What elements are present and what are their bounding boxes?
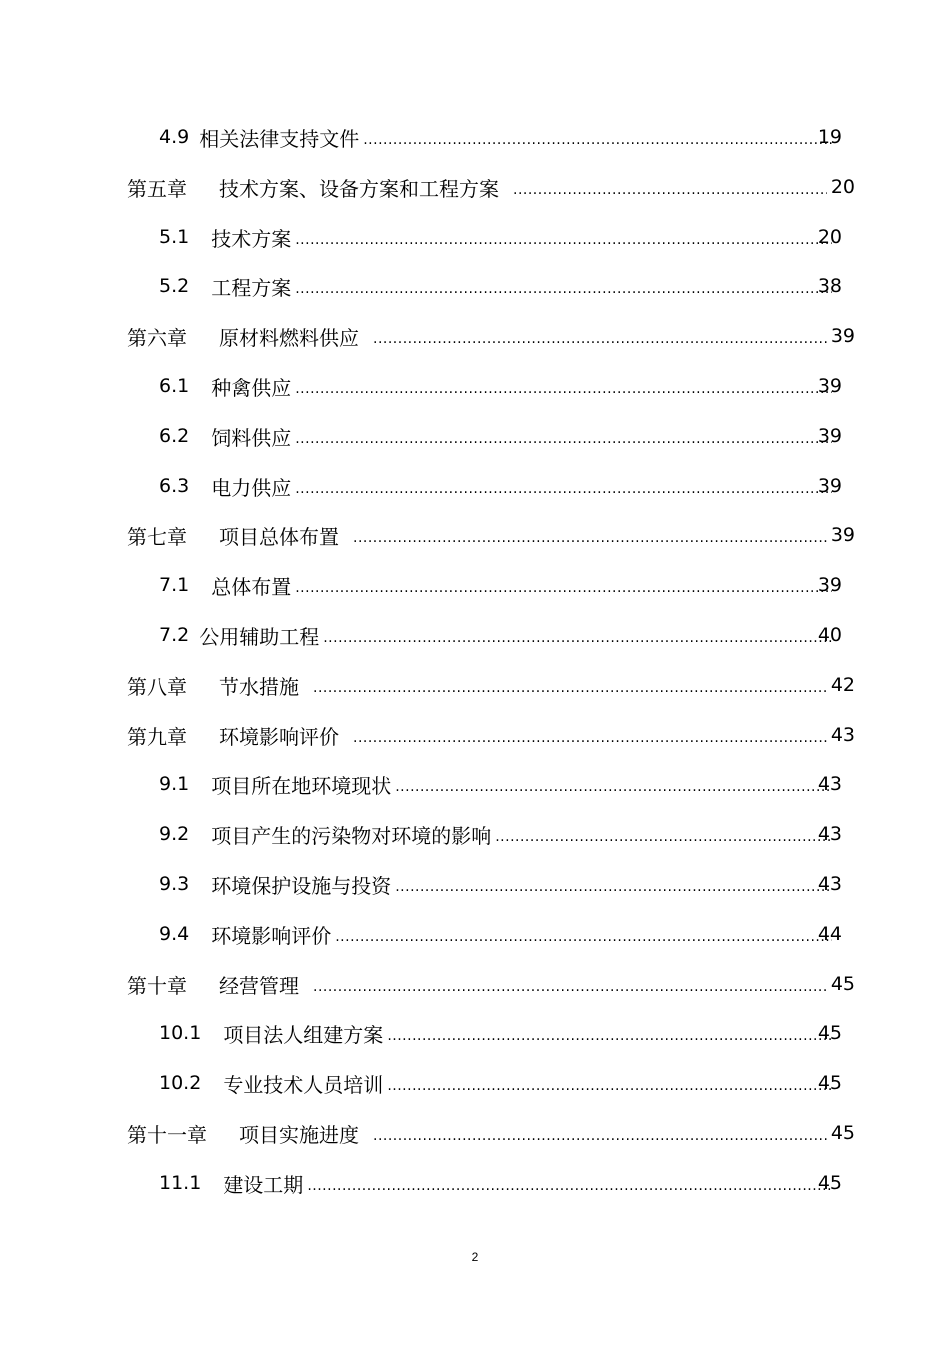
toc-entry-title: 总体布置 (211, 574, 292, 599)
toc-entry-page: 19 (817, 126, 842, 148)
toc-entry[interactable] (159, 1067, 842, 1099)
toc-entry-title: 项目总体布置 (219, 524, 339, 549)
toc-dot-leader (313, 674, 827, 696)
toc-entry-number: 5.1 (159, 226, 190, 248)
toc-entry-number: 11.1 (159, 1172, 202, 1194)
toc-entry-title: 项目法人组建方案 (223, 1022, 384, 1047)
toc-entry-page: 43 (817, 773, 842, 795)
toc-dot-leader (313, 973, 827, 995)
toc-entry[interactable] (127, 968, 855, 1000)
toc-entry-page: 45 (830, 973, 855, 995)
toc-entry-number: 10.1 (159, 1022, 202, 1044)
toc-entry-number: 6.2 (159, 425, 190, 447)
toc-entry[interactable] (127, 1117, 855, 1149)
toc-entry-title: 项目所在地环境现状 (211, 773, 392, 798)
toc-entry[interactable] (159, 370, 842, 402)
toc-entry-title: 技术方案 (211, 226, 292, 251)
toc-entry-page: 42 (830, 674, 855, 696)
toc-dot-leader (373, 325, 827, 347)
toc-entry-number: 第八章 (127, 674, 187, 699)
toc-entry-page: 39 (830, 325, 855, 347)
toc-dot-leader (395, 873, 832, 895)
toc-entry-title: 项目实施进度 (239, 1122, 359, 1147)
toc-entry[interactable] (159, 1017, 842, 1049)
toc-entry[interactable] (159, 221, 842, 253)
toc-entry-title: 原材料燃料供应 (219, 325, 359, 350)
toc-dot-leader (295, 375, 832, 397)
toc-entry-title: 专业技术人员培训 (223, 1072, 384, 1097)
toc-entry-page: 40 (817, 624, 842, 646)
toc-dot-leader (513, 176, 827, 198)
toc-entry-number: 10.2 (159, 1072, 202, 1094)
toc-dot-leader (387, 1072, 832, 1094)
toc-entry[interactable] (159, 420, 842, 452)
toc-dot-leader (353, 724, 827, 746)
toc-entry[interactable] (127, 669, 855, 701)
toc-dot-leader (335, 923, 832, 945)
toc-entry-title: 环境影响评价 (219, 724, 339, 749)
toc-entry-title: 电力供应 (211, 475, 292, 500)
toc-entry-number: 4.9 (159, 126, 190, 148)
toc-dot-leader (353, 524, 827, 546)
toc-entry-title: 环境影响评价 (211, 923, 332, 948)
toc-entry[interactable] (127, 320, 855, 352)
toc-entry[interactable] (159, 918, 842, 950)
toc-entry-page: 45 (817, 1022, 842, 1044)
toc-entry-page: 45 (817, 1072, 842, 1094)
toc-dot-leader (373, 1122, 827, 1144)
toc-dot-leader (295, 425, 832, 447)
toc-dot-leader (323, 624, 832, 646)
toc-entry[interactable] (159, 470, 842, 502)
toc-entry-title: 技术方案、设备方案和工程方案 (219, 176, 499, 201)
toc-entry-page: 39 (817, 475, 842, 497)
toc-entry-page: 39 (817, 375, 842, 397)
toc-entry-page: 39 (830, 524, 855, 546)
toc-entry[interactable] (159, 569, 842, 601)
toc-entry-title: 节水措施 (219, 674, 299, 699)
toc-entry-title: 种禽供应 (211, 375, 292, 400)
page-number: 2 (471, 1250, 479, 1264)
toc-entry-number: 6.3 (159, 475, 190, 497)
toc-dot-leader (295, 226, 832, 248)
toc-entry-page: 20 (830, 176, 855, 198)
toc-entry-page: 38 (817, 275, 842, 297)
toc-entry[interactable] (127, 519, 855, 551)
toc-dot-leader (295, 574, 832, 596)
toc-entry[interactable] (159, 619, 842, 651)
toc-entry-title: 工程方案 (211, 275, 292, 300)
toc-entry-title: 公用辅助工程 (199, 624, 320, 649)
toc-entry-number: 5.2 (159, 275, 190, 297)
toc-entry-title: 项目产生的污染物对环境的影响 (211, 823, 492, 848)
toc-entry-title: 环境保护设施与投资 (211, 873, 392, 898)
toc-entry-number: 第十一章 (127, 1122, 207, 1147)
toc-entry-title: 相关法律支持文件 (199, 126, 360, 151)
toc-dot-leader (307, 1172, 832, 1194)
toc-entry-number: 7.1 (159, 574, 190, 596)
toc-entry-page: 39 (817, 425, 842, 447)
toc-entry-number: 第九章 (127, 724, 187, 749)
toc-entry-number: 第六章 (127, 325, 187, 350)
toc-entry-number: 9.1 (159, 773, 190, 795)
toc-entry-page: 43 (830, 724, 855, 746)
toc-entry-number: 7.2 (159, 624, 190, 646)
toc-entry[interactable] (159, 1167, 842, 1199)
toc-entry-page: 20 (817, 226, 842, 248)
toc-entry-title: 经营管理 (219, 973, 299, 998)
toc-entry[interactable] (159, 818, 842, 850)
toc-dot-leader (295, 275, 832, 297)
toc-entry-page: 39 (817, 574, 842, 596)
toc-entry-number: 第十章 (127, 973, 187, 998)
toc-dot-leader (295, 475, 832, 497)
toc-dot-leader (495, 823, 832, 845)
toc-entry-page: 45 (817, 1172, 842, 1194)
toc-dot-leader (395, 773, 832, 795)
toc-entry-page: 43 (817, 823, 842, 845)
toc-entry[interactable] (159, 868, 842, 900)
toc-entry-number: 第七章 (127, 524, 187, 549)
toc-entry[interactable] (159, 121, 842, 153)
toc-entry[interactable] (127, 171, 855, 203)
toc-dot-leader (387, 1022, 832, 1044)
toc-entry-page: 45 (830, 1122, 855, 1144)
toc-entry-number: 9.2 (159, 823, 190, 845)
toc-entry-title: 饲料供应 (211, 425, 292, 450)
toc-entry-number: 9.3 (159, 873, 190, 895)
toc-dot-leader (363, 126, 832, 148)
toc-entry[interactable] (159, 270, 842, 302)
toc-entry-page: 43 (817, 873, 842, 895)
toc-entry-number: 6.1 (159, 375, 190, 397)
toc-entry-number: 9.4 (159, 923, 190, 945)
toc-entry[interactable] (159, 768, 842, 800)
toc-entry-page: 44 (817, 923, 842, 945)
toc-entry-title: 建设工期 (223, 1172, 304, 1197)
toc-entry-number: 第五章 (127, 176, 187, 201)
toc-entry[interactable] (127, 719, 855, 751)
